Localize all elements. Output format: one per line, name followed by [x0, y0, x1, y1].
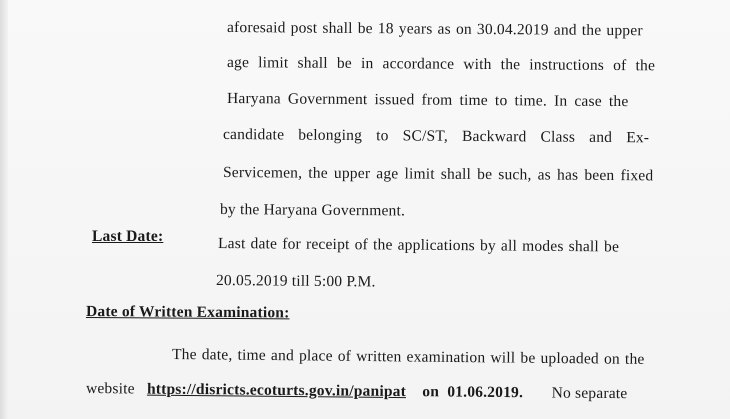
written-exam-heading: Date of Written Examination:	[85, 303, 290, 322]
no-separate-text: No separate	[551, 384, 628, 403]
last-date-text-line-2: 20.05.2019 till 5:00 P.M.	[215, 272, 376, 291]
eligibility-line-4: candidate belonging to SC/ST, Backward Class and Ex-	[222, 126, 650, 147]
written-exam-text-line-2	[86, 380, 628, 403]
written-exam-text-line-1: The date, time and place of written examination will be uploaded on the	[171, 346, 645, 368]
on-word: on	[422, 383, 440, 401]
eligibility-line-1: aforesaid post shall be 18 years as on 30.04.2019 and the upper	[226, 19, 643, 40]
eligibility-line-2: age limit shall be in accordance with the instructions of the	[226, 54, 656, 75]
website-url-link[interactable]: https://disricts.ecoturts.gov.in/panipat	[146, 380, 407, 401]
exam-upload-date: 01.06.2019.	[447, 383, 524, 402]
eligibility-line-5: Servicemen, the upper age limit shall be such, as has been fixed	[222, 164, 654, 185]
website-word: website	[85, 380, 135, 398]
eligibility-line-6: by the Haryana Government.	[219, 201, 406, 220]
eligibility-line-3: Haryana Government issued from time to time. In case the	[226, 90, 629, 111]
page-edge-shadow	[0, 0, 8, 419]
last-date-text-line-1: Last date for receipt of the applications by all modes shall be	[217, 235, 620, 256]
last-date-label: Last Date:	[92, 228, 164, 245]
